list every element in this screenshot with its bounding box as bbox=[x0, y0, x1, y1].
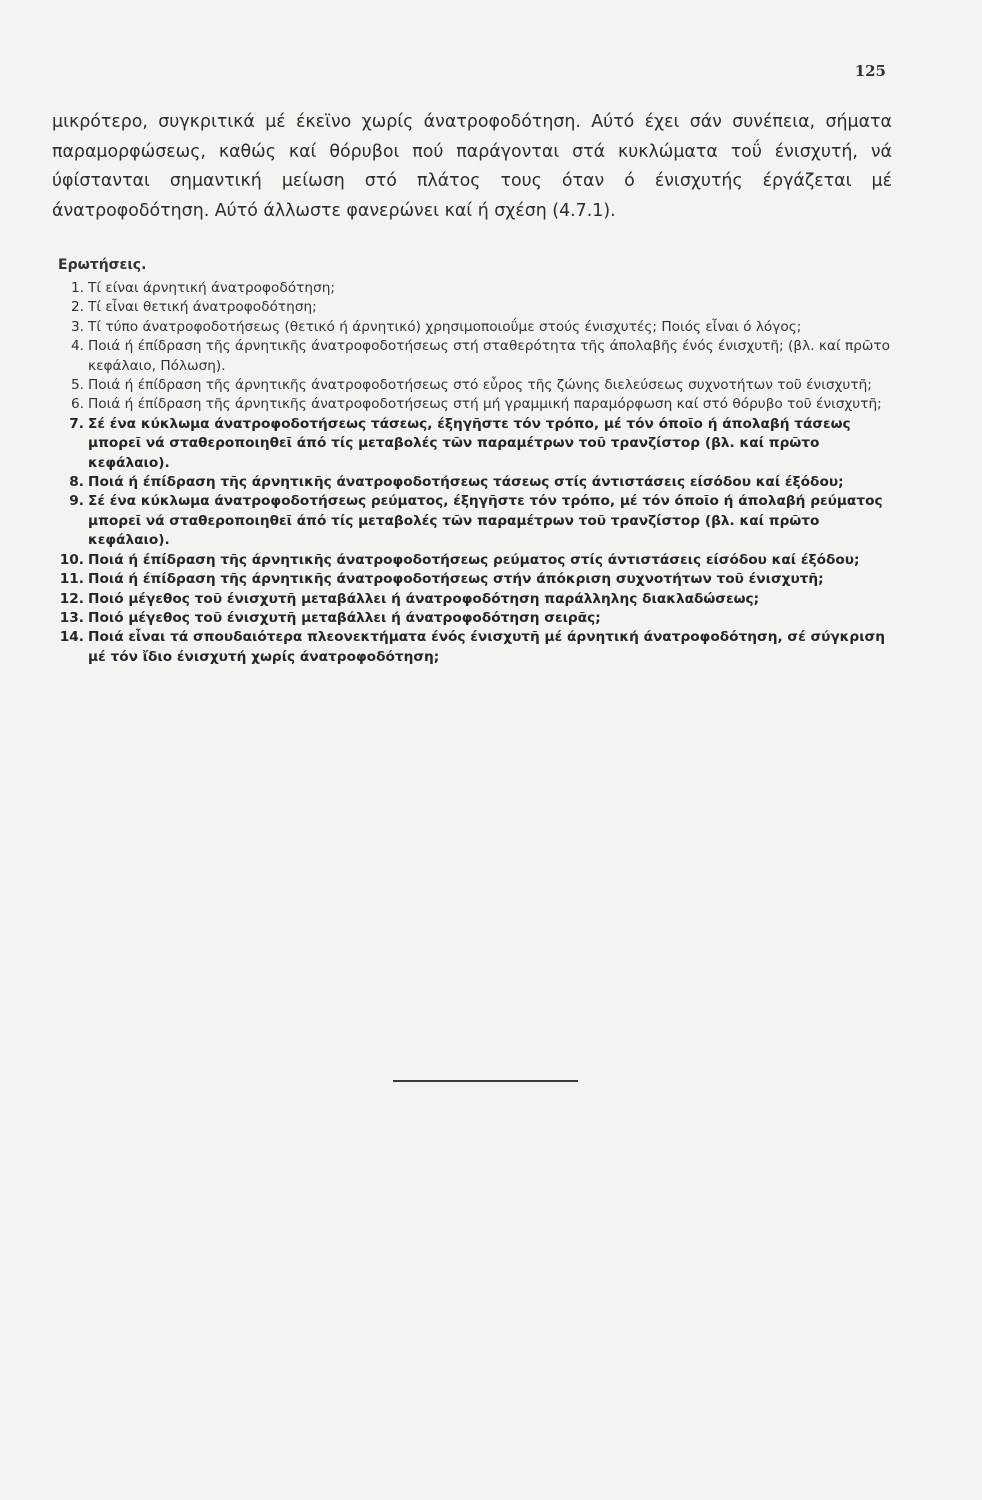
question-item bbox=[56, 279, 896, 298]
question-item bbox=[56, 492, 896, 550]
question-text: Τί είναι άρνητική άνατροφοδότηση; bbox=[88, 280, 336, 296]
question-item bbox=[56, 395, 896, 414]
question-number: 10. bbox=[59, 551, 84, 568]
question-item bbox=[56, 298, 896, 317]
intro-paragraph: μικρότερο, συγκριτικά μέ έκεϊνο χωρίς άνατροφοδότηση. Αύτό έχει σάν συνέπεια, σήματα παραμορφώσεως, καθώς καί θόρυβοι πού παράγονται στά κυκλώματα τοΰ ένισχυτή, νά ύφίστανται σημαντική μείωση στό πλάτος τους όταν ό ένισχυτής έργάζεται μέ άνατροφοδότηση. Αύτό άλλωστε φανερώνει καί ή σχέση (4.7.1). bbox=[52, 112, 892, 221]
question-number: 13. bbox=[59, 609, 84, 626]
question-text: Ποιά εἶναι τά σπουδαιότερα πλεονεκτήματα ένός ένισχυτῆ μέ άρνητική άνατροφοδότηση, σέ σύγκριση μέ τόν ἴδιο ένισχυτή χωρίς άνατροφοδότηση; bbox=[88, 629, 885, 665]
question-item bbox=[56, 376, 896, 395]
question-text: Ποιά ή έπίδραση τῆς άρνητικῆς άνατροφοδοτήσεως τάσεως στίς άντιστάσεις είσόδου καί έξόδου; bbox=[88, 474, 844, 491]
question-item bbox=[56, 473, 896, 492]
question-text: Ποιά ή έπίδραση τῆς άρνητικῆς άνατροφοδοτήσεως στό εὖρος τῆς ζώνης διελεύσεως συχνοτήτων τοῦ ένισχυτῆ; bbox=[88, 377, 872, 394]
question-text: Ποιό μέγεθος τοῦ ένισχυτῆ μεταβάλλει ή άνατροφοδότηση παράλληλης διακλαδώσεως; bbox=[88, 590, 760, 607]
question-text: Τί τύπο άνατροφοδοτήσεως (θετικό ή άρνητικό) χρησιμοποιοΰμε στούς ένισχυτές; Ποιός εἶναι ό λόγος; bbox=[88, 318, 802, 335]
question-number: 9. bbox=[69, 493, 84, 510]
section-divider bbox=[393, 1080, 578, 1082]
question-number: 5. bbox=[70, 377, 84, 394]
question-text: Ποιά ή έπίδραση τῆς άρνητικῆς άνατροφοδοτήσεως στήν άπόκριση συχνοτήτων τοῦ ένισχυτῆ; bbox=[88, 571, 824, 588]
question-text: Ποιά ή έπίδραση τῆς άρνητικῆς άνατροφοδοτήσεως ρεύματος στίς άντιστάσεις είσόδου καί έξόδου; bbox=[88, 551, 860, 568]
question-text: Ποιά ή έπίδραση τῆς άρνητικῆς άνατροφοδοτήσεως στή μή γραμμική παραμόρφωση καί στό θόρυβο τοῦ ένισχυτῆ; bbox=[88, 396, 882, 413]
question-item bbox=[56, 609, 896, 628]
question-item bbox=[56, 590, 896, 609]
question-number: 7. bbox=[69, 415, 84, 432]
question-item bbox=[56, 628, 896, 667]
page-number: 125 bbox=[854, 62, 886, 80]
question-text: Σέ ένα κύκλωμα άνατροφοδοτήσεως τάσεως, έξηγῆστε τόν τρόπο, μέ τόν όποῖο ή άπολαβή τάσεως μπορεῖ νά σταθεροποιηθεῖ άπό τίς μεταβολές τῶν παραμέτρων τοῦ τρανζίστορ (βλ. καί πρῶτο κεφάλαιο). bbox=[88, 415, 851, 471]
question-text: Ποιό μέγεθος τοῦ ένισχυτῆ μεταβάλλει ή άνατροφοδότηση σειρᾶς; bbox=[88, 609, 601, 626]
question-item bbox=[56, 337, 896, 376]
question-number: 6. bbox=[70, 396, 84, 413]
question-number: 14. bbox=[59, 629, 84, 646]
question-item bbox=[56, 415, 896, 473]
question-number: 11. bbox=[59, 571, 84, 588]
question-text: Ποιά ή έπίδραση τῆς άρνητικῆς άνατροφοδοτήσεως στή σταθερότητα τῆς άπολαβῆς ένός ένισχυτῆ; (βλ. καί πρῶτο κεφάλαιο, Πόλωση). bbox=[88, 338, 890, 374]
question-text: Τί εἶναι θετική άνατροφοδότηση; bbox=[88, 299, 317, 316]
question-text: Σέ ένα κύκλωμα άνατροφοδοτήσεως ρεύματος, έξηγῆστε τόν τρόπο, μέ τόν όποῖο ή άπολαβή ρεύματος μπορεῖ νά σταθεροποιηθεῖ άπό τίς μεταβολές τῶν παραμέτρων τοῦ τρανζίστορ (βλ. καί πρῶτο κεφάλαιο). bbox=[88, 493, 883, 549]
question-number: 3. bbox=[70, 318, 84, 335]
question-number: 1. bbox=[70, 280, 84, 296]
questions-list bbox=[56, 279, 896, 667]
question-item bbox=[56, 318, 896, 337]
question-item bbox=[56, 551, 896, 570]
question-number: 8. bbox=[69, 474, 84, 491]
question-number: 2. bbox=[70, 299, 84, 316]
question-number: 12. bbox=[59, 590, 84, 607]
question-item bbox=[56, 570, 896, 589]
question-number: 4. bbox=[70, 338, 84, 355]
questions-heading: Ερωτήσεις. bbox=[58, 257, 147, 273]
